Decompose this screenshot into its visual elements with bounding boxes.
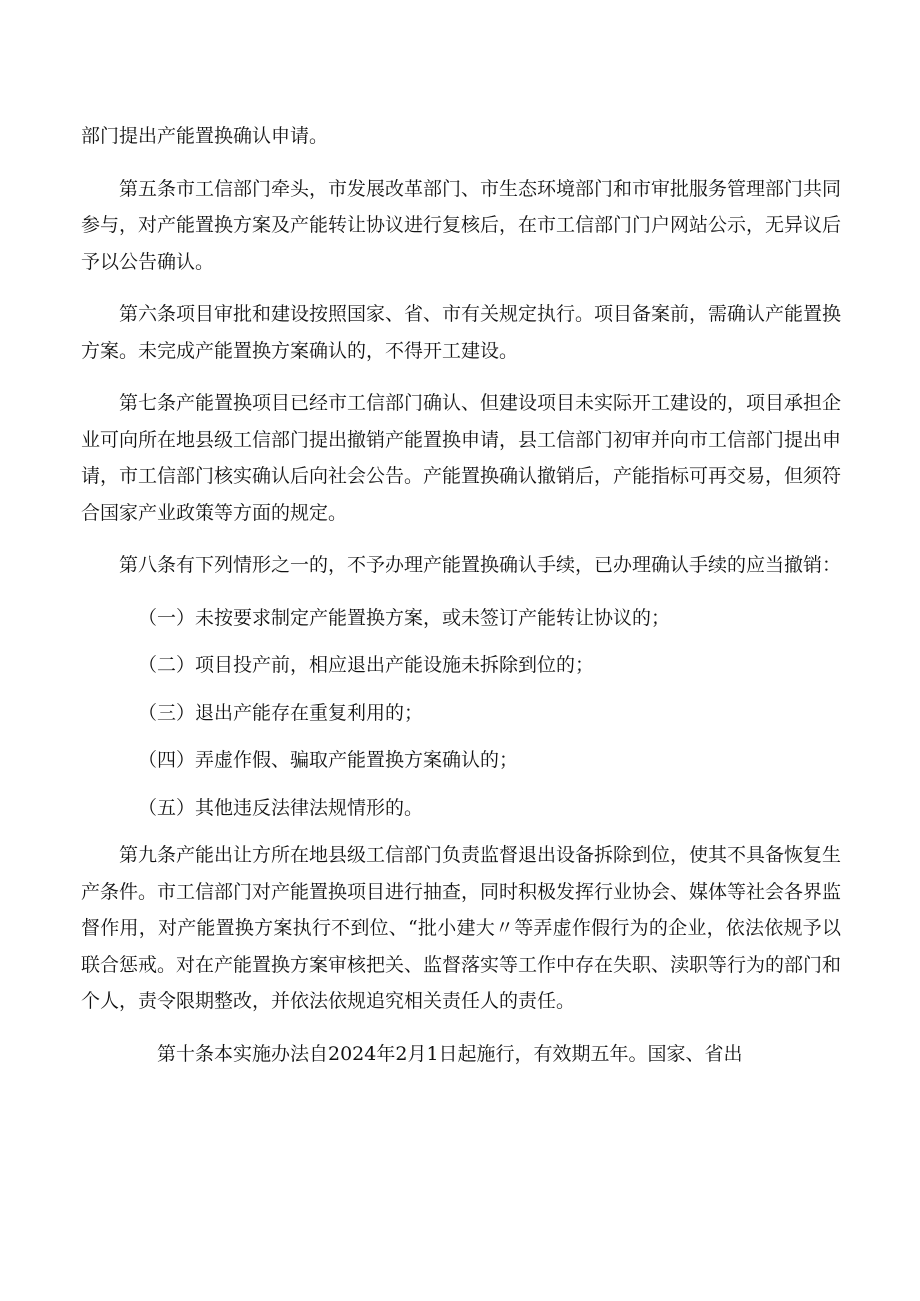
article-9: 第九条产能出让方所在地县级工信部门负责监督退出设备拆除到位，使其不具备恢复生产条件。市工信部门对产能置换项目进行抽查，同时积极发挥行业协会、媒体等社会各界监督作用，对产能置换方案执行不到位、“批小建大〃等弄虚作假行为的企业，依法依规予以联合惩戒。对在产能置换方案审核把关、监督落实等工作中存在失职、渎职等行为的部门和个人，责令限期整改，并依法依规追究相关责任人的责任。 [81, 844, 842, 1012]
article-10-title: 第十条 [157, 1042, 215, 1065]
article-8: 第八条有下列情形之一的，不予办理产能置换确认手续，已办理确认手续的应当撤销： [119, 554, 842, 576]
document-page [81, 118, 841, 1088]
article-8-item-4: （四）弄虚作假、骗取产能置换方案确认的； [138, 749, 519, 771]
article-8-item-2: （二）项目投产前，相应退出产能设施未拆除到位的； [138, 654, 595, 676]
article-6: 第六条项目审批和建设按照国家、省、市有关规定执行。项目备案前，需确认产能置换方案。未完成产能置换方案确认的，不得开工建设。 [81, 303, 842, 362]
article-8-item-1: （一）未按要求制定产能置换方案，或未签订产能转让协议的； [138, 606, 671, 629]
article-8-item-5: （五）其他违反法律法规情形的。 [138, 796, 424, 819]
article-10 [81, 1036, 841, 1073]
continuation-paragraph: 部门提出产能置换确认申请。 [81, 125, 329, 147]
article-7: 第七条产能置换项目已经市工信部门确认、但建设项目未实际开工建设的，项目承担企业可向所在地县级工信部门提出撤销产能置换申请，县工信部门初审并向市工信部门提出申请，市工信部门核实确认后向社会公告。产能置换确认撤销后，产能指标可再交易，但须符合国家产业政策等方面的规定。 [81, 392, 842, 524]
article-8-item-3: （三）退出产能存在重复利用的； [138, 701, 424, 724]
article-10-text: 本实施办法自2024年2月1日起施行，有效期五年。国家、省出 [214, 1042, 743, 1065]
article-5: 第五条市工信部门牵头，市发展改革部门、市生态环境部门和市审批服务管理部门共同参与，对产能置换方案及产能转让协议进行复核后，在市工信部门门户网站公示，无异议后予以公告确认。 [81, 177, 842, 273]
